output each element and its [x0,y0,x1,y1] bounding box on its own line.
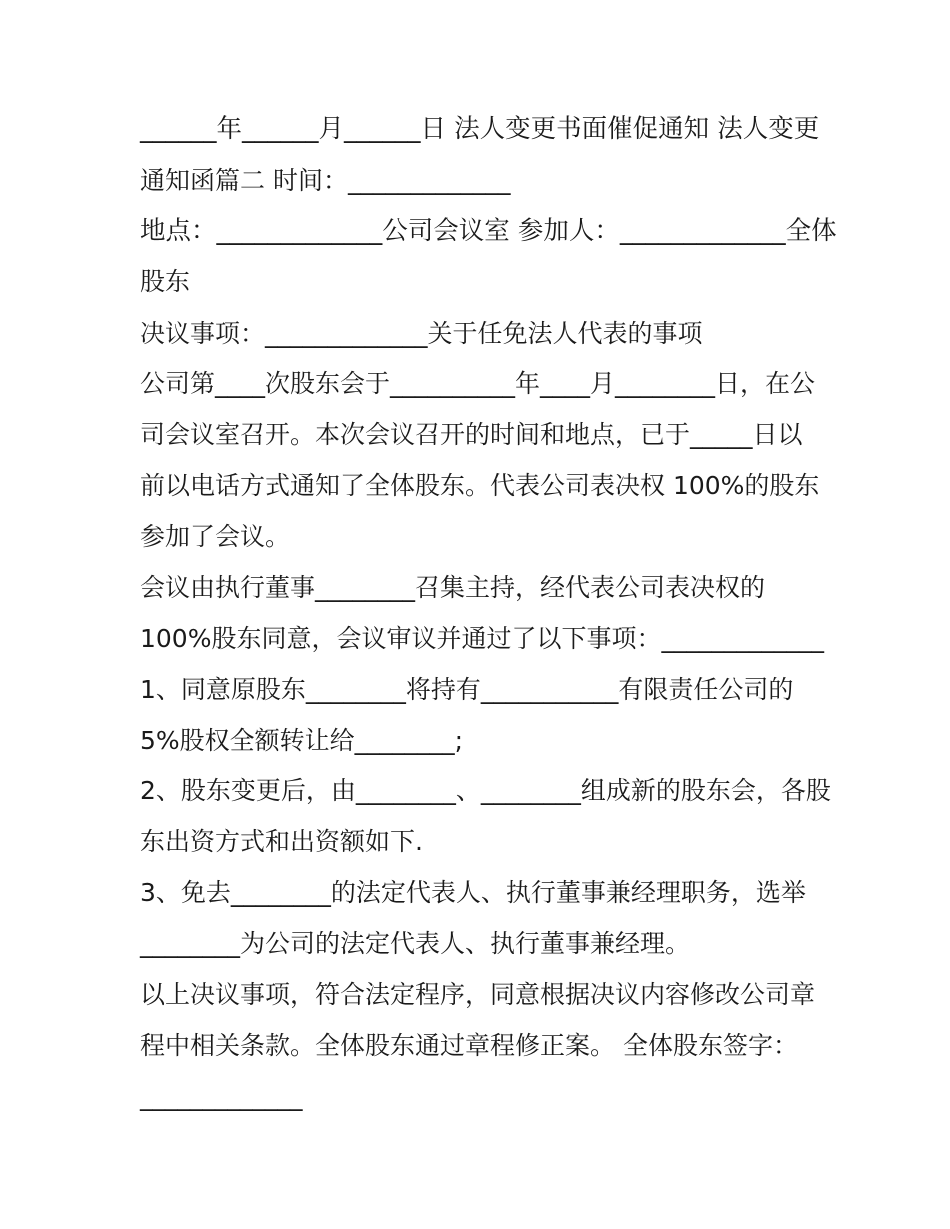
text-line-item-1-cont: 5%股权全额转让给________; [140,726,464,755]
text-line-meeting-date: 公司第____次股东会于__________年____月________日，在公 [140,369,816,398]
text-line-item-3: 3、免去________的法定代表人、执行董事兼经理职务，选举 [140,878,806,907]
text-line-item-3-cont: ________为公司的法定代表人、执行董事兼经理。 [140,929,691,958]
text-line-item-1: 1、同意原股东________将持有___________有限责任公司的 [140,675,794,704]
text-line-time: 通知函篇二 时间：_____________ [140,166,511,195]
text-line-signature-label: 程中相关条款。全体股东通过章程修正案。 全体股东签字： [140,1031,798,1060]
text-line-date-title: ______年______月______日 法人变更书面催促通知 法人变更 [140,114,820,144]
text-line-chair: 会议由执行董事________召集主持，经代表公司表决权的 [140,573,766,602]
text-line-approval: 100%股东同意，会议审议并通过了以下事项：_____________ [140,624,824,653]
text-line-shareholders: 股东 [140,267,191,296]
text-line-item-2: 2、股东变更后，由________、________组成新的股东会，各股 [140,776,831,805]
text-line-attendance: 参加了会议。 [140,522,291,551]
text-line-notification: 前以电话方式通知了全体股东。代表公司表决权 100%的股东 [140,471,820,500]
text-line-item-2-cont: 东出资方式和出资额如下. [140,827,423,856]
text-line-signature-blank: _____________ [140,1082,303,1111]
text-line-conclusion: 以上决议事项，符合法定程序，同意根据决议内容修改公司章 [140,980,816,1009]
text-line-resolution-item: 决议事项：_____________关于任免法人代表的事项 [140,319,703,348]
text-line-location: 地点：_____________公司会议室 参加人：_____________全体 [140,216,837,246]
text-line-meeting-room: 司会议室召开。本次会议召开的时间和地点，已于_____日以 [140,420,803,449]
